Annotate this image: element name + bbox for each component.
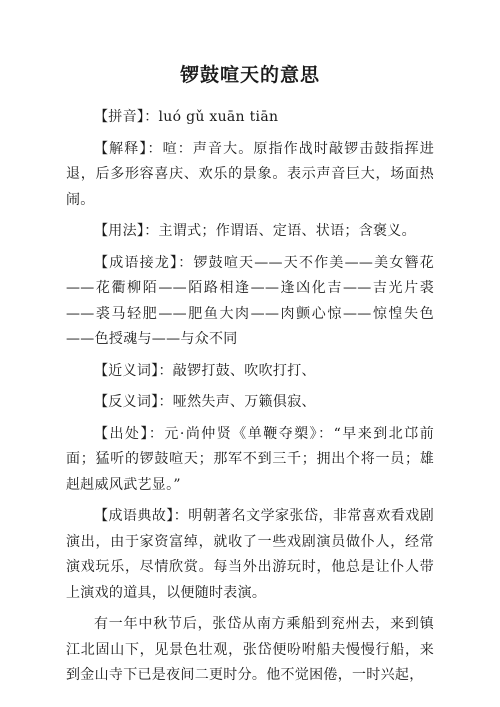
synonyms-paragraph: 【近义词】：敲锣打鼓、吹吹打打、 bbox=[94, 362, 316, 379]
page-title: 锣鼓喧天的意思 bbox=[179, 64, 320, 86]
story-continuation-paragraph: 有一年中秋节后，张岱从南方乘船到兖州去，来到镇江北固山下，见景色壮观，张岱便吩咐船夫慢慢行船，来到金山寺下已是夜间二更时分。他不觉困倦，一时兴起， bbox=[66, 616, 434, 683]
antonyms-paragraph: 【反义词】：哑然失声、万籁俱寂、 bbox=[94, 394, 316, 410]
usage-paragraph: 【用法】：主谓式；作谓语、定语、状语；含褒义。 bbox=[94, 223, 416, 239]
story-paragraph: 【成语典故】：明朝著名文学家张岱，非常喜欢看戏剧演出，由于家资富绰，就收了一些戏剧演员做仆人，经常演戏玩乐，尽情欣赏。每当外出游玩时，他总是让仆人带上演戏的道具，以便随时表演。 bbox=[66, 508, 434, 601]
pinyin-paragraph: 【拼音】：luó gǔ xuān tiān bbox=[94, 109, 279, 125]
explanation-paragraph: 【解释】：喧：声音大。原指作战时敲锣击鼓指挥进退，后多形容喜庆、欢乐的景象。表示声音巨大，场面热闹。 bbox=[66, 140, 434, 208]
source-paragraph: 【出处】：元·尚仲贤《单鞭夺槊》：“早来到北邙前面；猛听的锣鼓喧天；那军不到三千；拥出个将一员；雄赳赳威风武艺显。” bbox=[66, 425, 434, 493]
idiom-chain-paragraph: 【成语接龙】：锣鼓喧天——天不作美——美女簪花——花衢柳陌——陌路相逢——逢凶化吉——吉光片裘——裘马轻肥——肥鱼大肉——肉颤心惊——惊惶失色——色授魂与——与众不同 bbox=[66, 254, 434, 347]
document-body bbox=[66, 105, 434, 689]
